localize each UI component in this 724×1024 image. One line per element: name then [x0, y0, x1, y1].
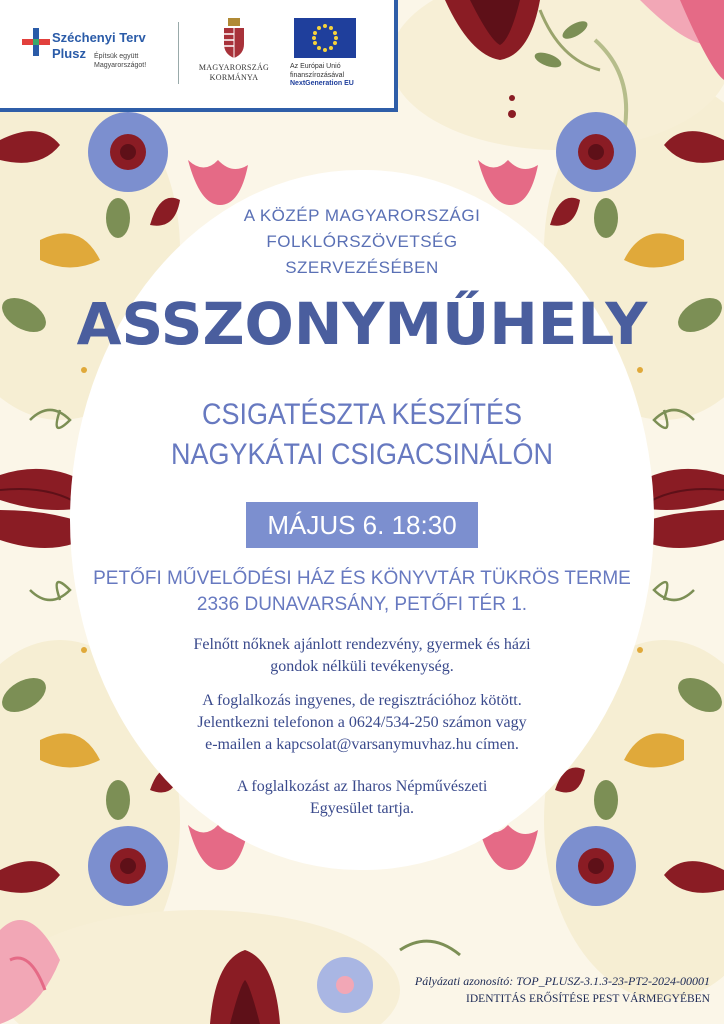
government-label: MAGYARORSZÁG KORMÁNYA [198, 63, 270, 82]
project-id: Pályázati azonosító: TOP_PLUSZ-3.1.3-23-PT2-2024-00001 [414, 974, 710, 988]
event-subtitle [36, 395, 688, 475]
government-logo [190, 18, 278, 83]
blue-flower-bottom-left [88, 826, 168, 906]
szechenyi-sub: Plusz [52, 46, 86, 61]
footer [415, 972, 710, 1008]
description-line: A foglalkozás ingyenes, de regisztrációhoz kötött. [202, 692, 522, 709]
blue-flower-bottom-right [556, 826, 636, 906]
description-line: A foglalkozást az Iharos Népművészeti [236, 778, 488, 795]
eu-funding-text: Az Európai Unió finanszírozásával [290, 63, 345, 79]
subtitle-line: NAGYKÁTAI CSIGACSINÁLÓN [170, 438, 554, 471]
footer-tagline: IDENTITÁS ERŐSÍTÉSE PEST VÁRMEGYÉBEN [466, 993, 710, 1005]
organizer-line: SZERVEZÉSÉBEN [285, 258, 439, 277]
venue-text [0, 566, 724, 618]
organizer-text [0, 203, 724, 281]
header-logo-bar [0, 0, 398, 112]
organizer-line: FOLKLÓRSZÖVETSÉG [266, 232, 458, 251]
eu-flag-icon [294, 18, 356, 58]
event-date: MÁJUS 6. 18:30 [267, 510, 457, 540]
eu-nextgen-text: NextGeneration EU [290, 80, 354, 87]
description-line: Felnőtt nőknek ajánlott rendezvény, gyermek és házi [193, 636, 531, 653]
venue-line: 2336 DUNAVARSÁNY, PETŐFI TÉR 1. [196, 594, 528, 615]
date-badge [246, 502, 478, 548]
description-line: gondok nélküli tevékenység. [270, 658, 454, 675]
szechenyi-cross-icon [22, 28, 50, 56]
blue-flower-top-left [88, 112, 168, 192]
logo-divider [178, 22, 179, 84]
szechenyi-title: Széchenyi Terv [52, 30, 146, 45]
venue-line: PETŐFI MŰVELŐDÉSI HÁZ ÉS KÖNYVTÁR TÜKRÖS TERME [93, 568, 631, 589]
blue-flower-top-right [556, 112, 636, 192]
szechenyi-logo [22, 24, 172, 94]
subtitle-line: CSIGATÉSZTA KÉSZÍTÉS [201, 398, 523, 431]
description-audience [150, 634, 574, 678]
description-line: Egyesület tartja. [310, 800, 414, 817]
description-line: Jelentkezni telefonon a 0624/534-250 számon vagy [197, 714, 527, 731]
eu-logo [290, 18, 390, 87]
organizer-line: A KÖZÉP MAGYARORSZÁGI [243, 206, 481, 225]
description-line: e-mailen a kapcsolat@varsanymuvhaz.hu címen. [205, 736, 519, 753]
event-title: ASSZONYMŰHELY [76, 290, 648, 358]
description-registration [150, 690, 574, 756]
coat-of-arms-icon [222, 18, 246, 58]
szechenyi-slogan: Építsük együtt Magyarországot! [94, 53, 147, 69]
description-host [150, 776, 574, 820]
